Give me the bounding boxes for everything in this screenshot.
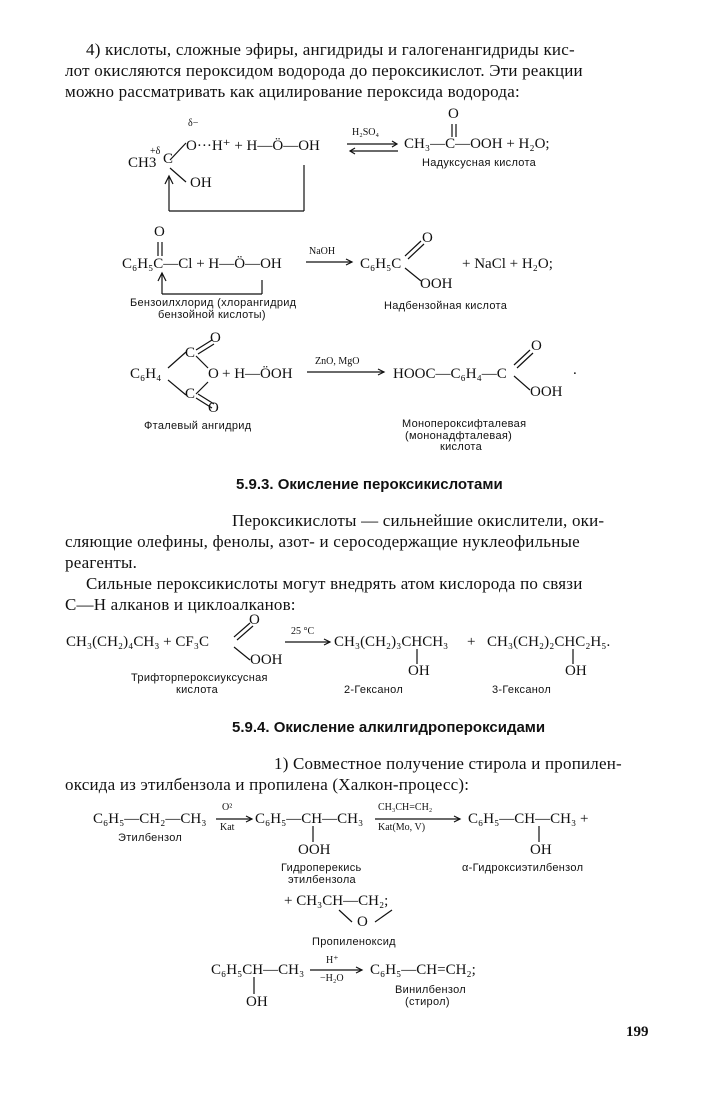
s594-caption-hydroxyethylbenzene: α-Гидроксиэтилбензол	[462, 862, 584, 874]
s593-plus: +	[467, 634, 476, 650]
s593-caption-2-hexanol: 2-Гексанол	[344, 684, 404, 696]
intro-line-3: можно рассматривать как ацилирование пероксида водорода:	[65, 82, 520, 101]
s593-p2-line-1: Сильные пероксикислоты могут внедрять атом кислорода по связи	[86, 574, 583, 593]
r3-caption-right-3: кислота	[440, 441, 483, 453]
r3-o-bottom: O	[208, 400, 219, 416]
r3-product-ooh: OOH	[530, 384, 563, 400]
s594-caption-ethylbenzene: Этилбензол	[118, 832, 183, 844]
s594-ethylbenzene: C₆H₅—CH₂—CH₃	[93, 811, 207, 827]
r2-o: O	[154, 224, 165, 240]
r1-caption: Надуксусная кислота	[422, 157, 537, 169]
s594-eq2-arrow-top: H⁺	[326, 955, 339, 966]
s594-p-line-1: 1) Совместное получение стирола и пропилен-	[274, 754, 622, 773]
s594-caption-hydroperoxide-1: Гидроперекись	[281, 862, 362, 874]
s594-arrow-2-bottom: Kat(Mo, V)	[378, 822, 426, 833]
s593-product-2: CH₃(CH₂)₂CHC₂H₅.	[487, 634, 611, 650]
intro-line-1: 4) кислоты, сложные эфиры, ангидриды и галогенангидриды кис-	[86, 40, 575, 59]
s594-epoxide-o: O	[357, 914, 368, 930]
r2-product-ooh: OOH	[420, 276, 453, 292]
r2-byproducts: + NaCl + H₂O;	[462, 256, 553, 272]
s594-caption-styrene-2: (стирол)	[405, 996, 450, 1008]
r2-caption-left-2: бензойной кислоты)	[158, 309, 266, 321]
r3-product: HOOC—C₆H₄—C	[393, 366, 507, 382]
r3-catalyst: ZnO, MgO	[315, 356, 360, 367]
r3-dot: .	[573, 362, 577, 378]
s593-p1-line-3: реагенты.	[65, 553, 138, 572]
section-5-9-4-heading: 5.9.4. Окисление алкилгидропероксидами	[232, 719, 546, 736]
r1-carbon: C	[163, 151, 174, 167]
r1-product-o: O	[448, 106, 459, 122]
s593-equation-left: CH₃(CH₂)₄CH₃ + CF₃C	[66, 634, 209, 650]
r2-product: C₆H₅C	[360, 256, 402, 272]
r1-reactants: O···H⁺ + H—Ö—OH	[186, 138, 320, 154]
r3-c-bottom: C	[185, 386, 196, 402]
delta-minus: δ−	[188, 118, 199, 129]
delta-plus: +δ	[150, 146, 161, 157]
section-5-9-3-heading: 5.9.3. Окисление пероксикислотами	[236, 476, 503, 493]
s593-product-2-oh: OH	[565, 663, 587, 679]
r3-c-top: C	[185, 345, 196, 361]
r3-o-mid: O	[208, 366, 219, 382]
s594-propylene-oxide: + CH₃CH—CH₂;	[284, 893, 389, 909]
r2-caption-left-1: Бензоилхлорид (хлорангидрид	[130, 297, 297, 309]
r3-caption-right-1: Монопероксифталевая	[402, 418, 527, 430]
r3-c6h4: C₆H₄	[130, 366, 162, 382]
s594-caption-styrene-1: Винилбензол	[395, 984, 467, 996]
s593-caption-left-2: кислота	[176, 684, 219, 696]
s594-caption-hydroperoxide-2: этилбензола	[288, 874, 356, 886]
s594-hydroxyethylbenzene: C₆H₅—CH—CH₃ +	[468, 811, 589, 827]
intro-line-2: лот окисляются пероксидом водорода до пероксикислот. Эти реакции	[65, 61, 583, 80]
s594-arrow-1-top: O²	[222, 802, 233, 813]
s593-p1-line-1: Пероксикислоты — сильнейшие окислители, оки-	[232, 511, 605, 530]
s594-ooh: OOH	[298, 842, 331, 858]
s594-arrow-2-top: CH₃CH=CH₂	[378, 802, 433, 813]
r1-oh: OH	[190, 175, 212, 191]
s594-caption-propylene-oxide: Пропиленоксид	[312, 936, 396, 948]
s593-product-1-oh: OH	[408, 663, 430, 679]
s593-p1-line-2: сляющие олефины, фенолы, азот- и серосодержащие нуклеофильные	[65, 532, 580, 551]
s594-eq2-oh: OH	[246, 994, 268, 1010]
s593-p2-line-2: C—H алканов и циклоалканов:	[65, 595, 296, 614]
r2-product-o: O	[422, 230, 433, 246]
r3-o-top: O	[210, 330, 221, 346]
s594-eq2-styrene: C₆H₅—CH=CH₂;	[370, 962, 476, 978]
r2-reactants: C₆H₅C—Cl + H—Ö—OH	[122, 256, 282, 272]
page-number: 199	[626, 1024, 649, 1040]
r3-reagent: + H—ÖOH	[222, 366, 293, 382]
s593-equation-o: O	[249, 612, 260, 628]
s594-arrow-1-bottom: Kat	[220, 822, 235, 833]
s594-hydroperoxide: C₆H₅—CH—CH₃	[255, 811, 364, 827]
r3-product-o: O	[531, 338, 542, 354]
r2-caption-right: Надбензойная кислота	[384, 300, 508, 312]
r2-catalyst: NaOH	[309, 246, 336, 257]
s593-caption-3-hexanol: 3-Гексанол	[492, 684, 552, 696]
s594-p-line-2: оксида из этилбензола и пропилена (Халкон-процесс):	[65, 775, 470, 794]
s594-oh: OH	[530, 842, 552, 858]
s593-product-1: CH₃(CH₂)₃CHCH₃	[334, 634, 449, 650]
s593-arrow-label: 25 °C	[291, 626, 315, 637]
r1-catalyst: H₂SO₄	[352, 127, 379, 138]
s594-eq2-reactant: C₆H₅CH—CH₃	[211, 962, 305, 978]
s594-eq2-arrow-bottom: −H₂O	[320, 973, 344, 984]
r1-product: CH₃—C—OOH + H₂O;	[404, 136, 550, 152]
r3-caption-left: Фталевый ангидрид	[144, 420, 252, 432]
r1-ch3: CH3	[128, 155, 157, 171]
r3-caption-right-2: (мононадфталевая)	[405, 430, 513, 442]
s593-caption-left-1: Трифторпероксиуксусная	[131, 672, 268, 684]
s593-equation-ooh: OOH	[250, 652, 283, 668]
